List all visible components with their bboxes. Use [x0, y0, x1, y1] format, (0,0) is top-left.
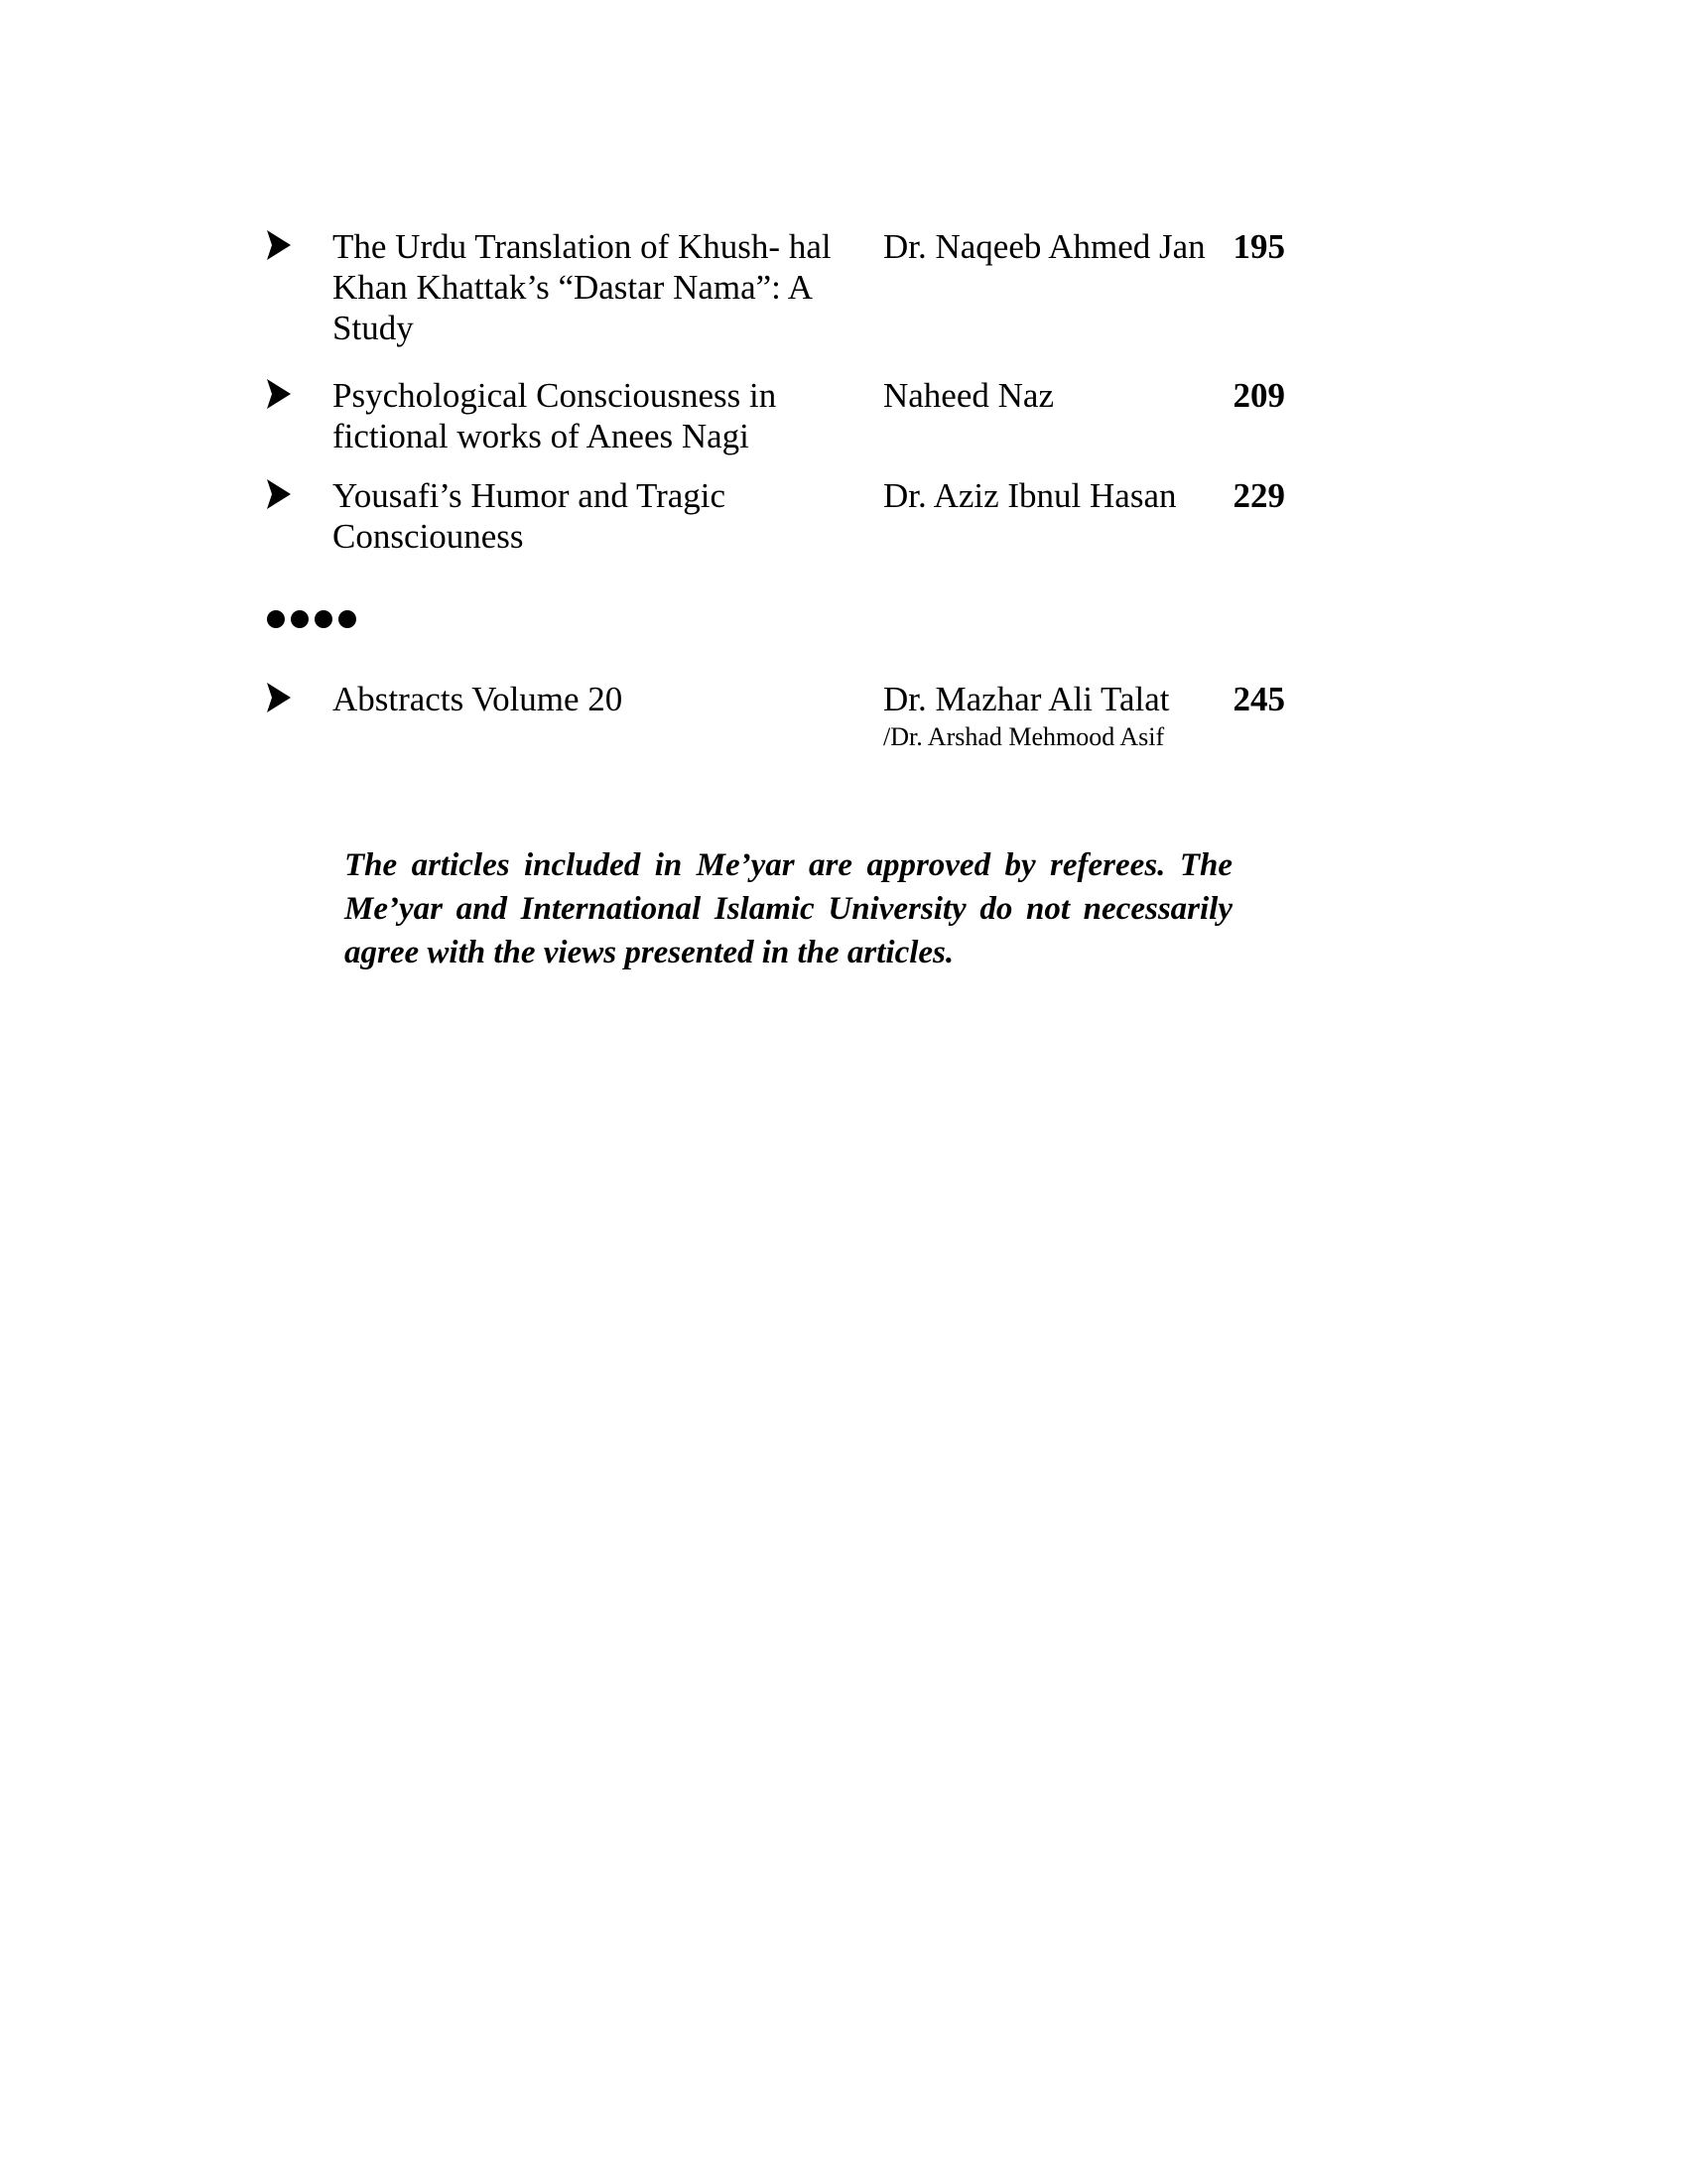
toc-entry-author: Naheed Naz: [883, 376, 1054, 415]
toc-entry-title: Psychological Consciousness in fictional works of Anees Nagi: [332, 376, 777, 455]
toc-entry-page-number: 229: [1233, 476, 1285, 515]
toc-entry-title: The Urdu Translation of Khush- hal Khan Khattak’s “Dastar Nama”: A Study: [332, 227, 832, 347]
toc-entry-page-number: 245: [1233, 680, 1285, 718]
arrowhead-bullet-icon: [266, 377, 292, 411]
four-dot-separator: [266, 607, 361, 631]
toc-entry-title: Abstracts Volume 20: [332, 680, 623, 718]
toc-entry-author: Dr. Aziz Ibnul Hasan: [883, 476, 1177, 515]
toc-entry-title: Yousafi’s Humor and Tragic Consciouness: [332, 476, 726, 556]
arrowhead-bullet-icon: [266, 228, 292, 262]
toc-entry-co-author: /Dr. Arshad Mehmood Asif: [883, 722, 1165, 751]
disclaimer-note: The articles included in Me’yar are approved by referees. The Me’yar and International Islamic University do not necessarily agree with the views presented in the articles.: [344, 847, 1233, 970]
arrowhead-bullet-icon: [266, 477, 292, 511]
arrowhead-bullet-icon: [266, 681, 292, 714]
toc-entry-author: Dr. Naqeeb Ahmed Jan: [883, 227, 1206, 266]
toc-entry-authors: [883, 679, 1211, 755]
toc-entry-author: Dr. Mazhar Ali Talat: [883, 680, 1170, 718]
toc-entry-page-number: 209: [1233, 376, 1285, 415]
toc-entry-page-number: 195: [1233, 227, 1285, 266]
